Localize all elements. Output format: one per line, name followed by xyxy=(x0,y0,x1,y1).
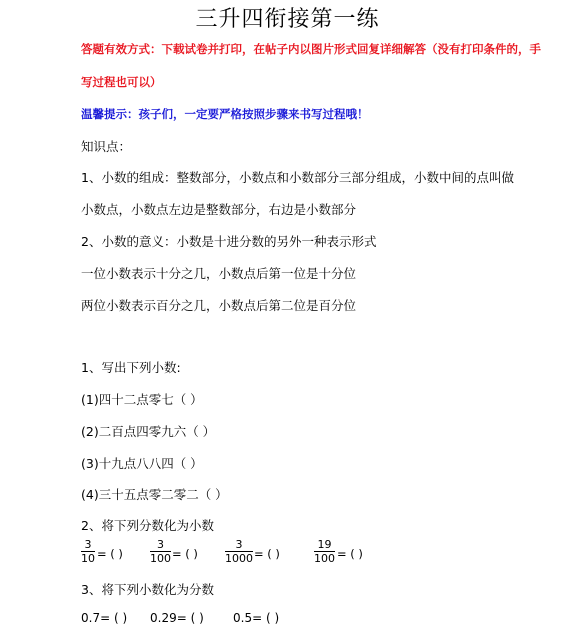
fraction-4-denominator: 100 xyxy=(314,552,335,565)
fraction-4-answer: = ( ) xyxy=(337,547,363,561)
knowledge-point-1-line-1: 1、小数的组成：整数部分，小数点和小数部分三部分组成，小数中间的点叫做 xyxy=(81,170,514,185)
knowledge-point-2-line-3: 两位小数表示百分之几，小数点后第二位是百分位 xyxy=(81,298,357,313)
fraction-3-numerator: 3 xyxy=(225,538,253,552)
reminder-text: 温馨提示：孩子们，一定要严格按照步骤来书写过程哦！ xyxy=(81,107,369,121)
page-title: 三升四衔接第一练 xyxy=(195,7,380,32)
fraction-3-denominator: 1000 xyxy=(225,552,253,565)
knowledge-point-1-line-2: 小数点，小数点左边是整数部分，右边是小数部分 xyxy=(81,202,357,217)
knowledge-point-2-line-1: 2、小数的意义：小数是十进分数的另外一种表示形式 xyxy=(81,234,377,249)
answer-instructions-line-2: 写过程也可以） xyxy=(81,75,162,89)
question-1-item-1: (1)四十二点零七（ ） xyxy=(81,392,203,407)
fraction-4 xyxy=(314,538,335,566)
fraction-2-numerator: 3 xyxy=(150,538,171,552)
fraction-1-answer: = ( ) xyxy=(97,547,123,561)
question-1-item-3: (3)十九点八八四（ ） xyxy=(81,456,203,471)
question-1-heading: 1、写出下列小数: xyxy=(81,360,181,375)
fraction-3-answer: = ( ) xyxy=(254,547,280,561)
fraction-1-numerator: 3 xyxy=(81,538,95,552)
knowledge-point-2-line-2: 一位小数表示十分之几，小数点后第一位是十分位 xyxy=(81,266,357,281)
fraction-2-denominator: 100 xyxy=(150,552,171,565)
fraction-2-answer: = ( ) xyxy=(172,547,198,561)
fraction-1-denominator: 10 xyxy=(81,552,95,565)
fraction-1 xyxy=(81,538,95,566)
fraction-3 xyxy=(225,538,253,566)
question-1-item-4: (4)三十五点零二零二（ ） xyxy=(81,487,228,502)
decimal-item-2: 0.29= ( ) xyxy=(150,611,204,625)
knowledge-heading: 知识点： xyxy=(81,139,132,154)
question-1-item-2: (2)二百点四零九六（ ） xyxy=(81,424,216,439)
question-2-heading: 2、将下列分数化为小数 xyxy=(81,518,214,533)
decimal-item-3: 0.5= ( ) xyxy=(233,611,280,625)
question-3-heading: 3、将下列小数化为分数 xyxy=(81,582,214,597)
fraction-4-numerator: 19 xyxy=(314,538,335,552)
fraction-2 xyxy=(150,538,171,566)
answer-instructions-line-1: 答题有效方式：下载试卷并打印，在帖子内以图片形式回复详细解答（没有打印条件的，手 xyxy=(81,42,541,56)
decimal-item-1: 0.7= ( ) xyxy=(81,611,128,625)
